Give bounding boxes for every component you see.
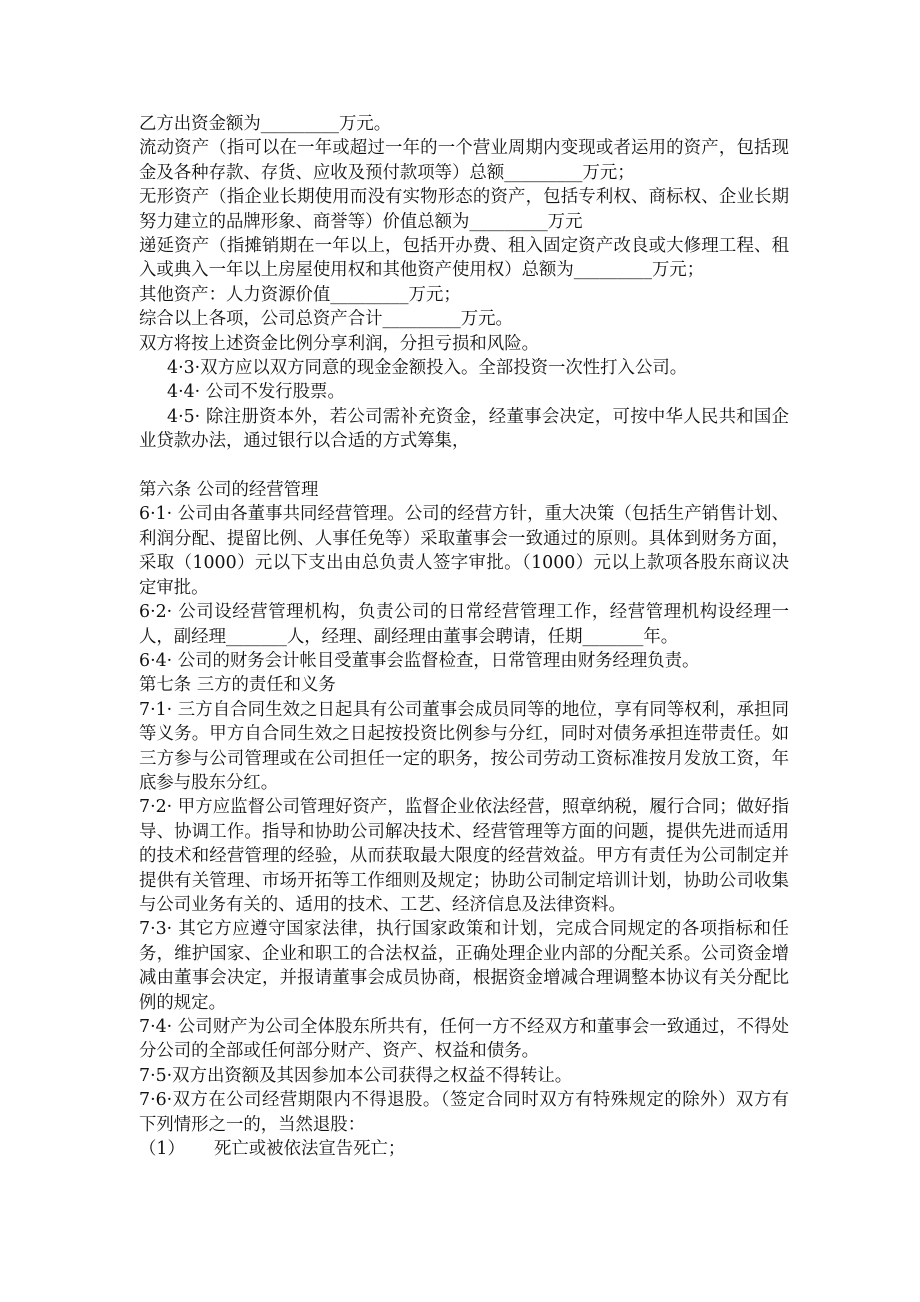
clause-7-3: 7·3· 其它方应遵守国家法律，执行国家政策和计划，完成合同规定的各项指标和任务，维护国家、企业和职工的合法权益，正确处理企业内部的分配关系。公司资金增减由董事会决定，并报请董事会成员协商，根据资金增减合理调整本协议有关分配比例的规定。	[139, 919, 789, 1013]
clause-4-3: 4·3·双方应以双方同意的现金金额投入。全部投资一次性打入公司。	[167, 358, 688, 379]
list-item-number: （1）	[139, 1139, 185, 1160]
article-7-heading: 第七条 三方的责任和义务	[139, 675, 336, 696]
clause-6-4: 6·4· 公司的财务会计帐目受董事会监督检查，日常管理由财务经理负责。	[139, 650, 700, 671]
paragraph-4: 递延资产（指摊销期在一年以上，包括开办费、租入固定资产改良或大修理工程、租入或典入一年以上房屋使用权和其他资产使用权）总额为_________万元；	[139, 236, 789, 281]
clause-6-2: 6·2· 公司设经营管理机构，负责公司的日常经营管理工作，经营管理机构设经理一人，副经理_______人，经理、副经理由董事会聘请，任期_______年。	[139, 602, 789, 647]
clause-7-5: 7·5·双方出资额及其因参加本公司获得之权益不得转让。	[139, 1065, 573, 1086]
paragraph-6: 综合以上各项，公司总资产合计_________万元。	[139, 309, 513, 330]
blank-line	[139, 454, 789, 478]
clause-7-4: 7·4· 公司财产为公司全体股东所共有，任何一方不经双方和董事会一致通过，不得处分公司的全部或任何部分财产、资产、权益和债务。	[139, 1017, 789, 1062]
article-6-heading: 第六条 公司的经营管理	[139, 480, 319, 501]
paragraph-7: 双方将按上述资金比例分享利润，分担亏损和风险。	[139, 333, 539, 354]
paragraph-3: 无形资产（指企业长期使用而没有实物形态的资产，包括专利权、商标权、企业长期努力建立的品牌形象、商誉等）价值总额为_________万元	[139, 187, 789, 232]
paragraph-5: 其他资产：人力资源价值_________万元；	[139, 284, 461, 305]
clause-7-1: 7·1· 三方自合同生效之日起具有公司董事会成员同等的地位，享有同等权利，承担同等义务。甲方自合同生效之日起按投资比例参与分红，同时对债务承担连带责任。如三方参与公司管理或在公司担任一定的职务，按公司劳动工资标准按月发放工资，年底参与股东分红。	[139, 699, 789, 793]
clause-7-6: 7·6·双方在公司经营期限内不得退股。（签定合同时双方有特殊规定的除外）双方有下列情形之一的，当然退股：	[139, 1090, 789, 1135]
paragraph-2: 流动资产（指可以在一年或超过一年的一个营业周期内变现或者运用的资产，包括现金及各种存款、存货、应收及预付款项等）总额_________万元；	[139, 138, 789, 183]
clause-4-4: 4·4· 公司不发行股票。	[167, 382, 345, 403]
list-item-text: 死亡或被依法宣告死亡；	[214, 1139, 406, 1160]
document-page	[139, 112, 789, 1161]
list-item	[139, 1137, 789, 1161]
paragraph-1: 乙方出资金额为_________万元。	[139, 114, 392, 134]
clause-7-2: 7·2· 甲方应监督公司管理好资产，监督企业依法经营，照章纳税，履行合同；做好指导、协调工作。指导和协助公司解决技术、经营管理等方面的问题，提供先进而适用的技术和经营管理的经验，从而获取最大限度的经营效益。甲方有责任为公司制定并提供有关管理、市场开拓等工作细则及规定；协助公司制定培训计划，协助公司收集与公司业务有关的、适用的技术、工艺、经济信息及法律资料。	[139, 797, 789, 915]
clause-6-1: 6·1· 公司由各董事共同经营管理。公司的经营方针，重大决策（包括生产销售计划、利润分配、提留比例、人事任免等）采取董事会一致通过的原则。具体到财务方面，采取（1000）元以下支出由总负责人签字审批。（1000）元以上款项各股东商议决定审批。	[139, 504, 789, 598]
clause-4-5: 4·5· 除注册资本外，若公司需补充资金，经董事会决定，可按中华人民共和国企业贷款办法，通过银行以合适的方式筹集，	[139, 406, 789, 452]
